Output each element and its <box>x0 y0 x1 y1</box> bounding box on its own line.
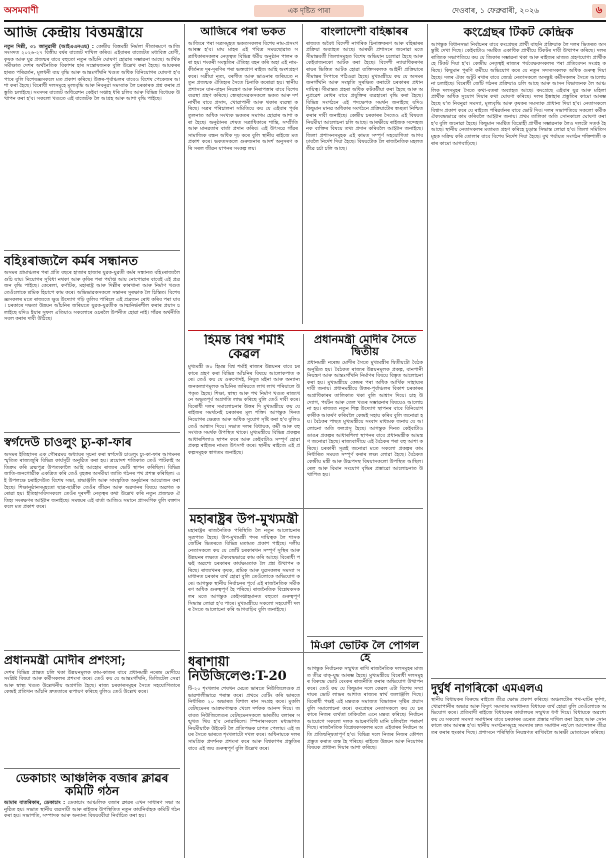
story-text: স্থানীয় বিধায়কৰ বিৰুদ্ধে ৰাইজে তীব্ৰ ক্ষোভ প্ৰকাশ কৰিছে। অঞ্চলটোৰ পথ-ঘাটৰ দুৰ্দশা, খোৱাপানীৰ অভাৱ আৰু বিদ্যুৎ সমস্যাৰ সমাধানত বিধায়ক ব্যৰ্থ হোৱা বুলি তেওঁলোকে অভিযোগ কৰে। প্ৰতিবাদী ৰাইজে বিধায়কৰ কাৰ্যালয়ৰ সন্মুখত ধৰ্ণা দিয়ে। বিধায়কে অৱশ্যে কয় যে সকলো সমস্যা সমাধানৰ বাবে চৰকাৰৰ ওচৰত প্ৰস্তাৱ দাখিল কৰা হৈছে আৰু সোনকালে কাম আৰম্ভ হ'ব। স্থানীয় সংগঠনসমূহে সমস্যাৰ দ্ৰুত সমাধান নহ'লে আন্দোলন তীব্ৰতৰ কৰাৰ হুংকাৰ দিছে। প্ৰশাসনে পৰিস্থিতি নিয়ন্ত্ৰণত ৰাখিবলৈ আৰক্ষী মোতায়েন কৰিছে। <box>431 697 606 737</box>
story-miya-vote <box>307 640 423 858</box>
story-text: অসমৰ গ্ৰামাঞ্চলৰ পৰা প্ৰতি বছৰে হাজাৰ হাজাৰ যুৱক-যুৱতী কৰ্মৰ সন্ধানত বহিঃৰাজ্যলৈ গুচি যায়। নিয়োগৰ সুবিধা নথকা আৰু কৃষিৰ পৰা পৰ্যাপ্ত আয় নোপোৱাৰ বাবেই এই প্ৰব্ৰজন বৃদ্ধি পাইছে। কেৰেলা, কৰ্ণাটক, মহাৰাষ্ট্ৰ আৰু দিল্লীৰ কাৰখানা আৰু নিৰ্মাণ খণ্ডত তেওঁলোকে শ্ৰমিক হিচাপে কাম কৰে। অভিভাৱকসকলে সন্তানৰ সুৰক্ষাক লৈ চিন্তিত। বিশেষজ্ঞসকলৰ মতে ৰাজ্যতে ক্ষুদ্ৰ উদ্যোগ গঢ়ি তুলিব পাৰিলে এই প্ৰব্ৰজন ৰোধ কৰিব পৰা যাব। চৰকাৰে দক্ষতা উন্নয়ন আঁচনিৰ জৰিয়তে যুৱক-যুৱতীক আত্মনিৰ্ভৰশীল কৰাৰ প্ৰয়াস চলাইছে যদিও ইয়াৰ সুফল এতিয়াও সকলোৰে ওচৰলৈ উপনীত হোৱা নাই। গাঁৱৰ অৰ্থনীতি সবল কৰাৰ দাবী উঠিছে। <box>4 270 180 323</box>
page-number: ৬ <box>592 4 606 18</box>
story-divider <box>4 768 180 769</box>
story-himanta <box>188 334 300 506</box>
story-sukaphaa <box>4 436 180 648</box>
story-divider <box>4 432 180 433</box>
story-body <box>307 666 423 752</box>
story-body <box>306 41 423 153</box>
story-budget <box>4 26 180 248</box>
story-body <box>4 270 180 323</box>
story-headline: স্বৰ্গদেউ চাওলুং চ্যু-কা-ফাৰ <box>4 436 132 449</box>
story-divider <box>4 650 180 651</box>
column-divider <box>303 334 304 858</box>
story-deportation <box>306 26 423 322</box>
story-body <box>431 42 606 148</box>
story-headline: মিঞা ভোটক লৈ পোগল হে <box>310 640 420 664</box>
story-text: মুখ্যমন্ত্ৰী ড০ হিমন্ত বিশ্ব শৰ্মাই ৰাজ্যৰ উন্নয়নৰ বাবে চৰকাৰে গ্ৰহণ কৰা বিভিন্ন আঁচনিৰ বিষয়ে আলোকপাত কৰে। তেওঁ কয় যে ওৰুণোদই, নিযুত মইনা আৰু অন্যান্য জনকল্যাণমূলক আঁচনিৰ জৰিয়তে লাখ লাখ পৰিয়ালে উপকৃত হৈছে। শিক্ষা, স্বাস্থ্য আৰু পথ নিৰ্মাণ খণ্ডত ৰাজ্যখনে অভূতপূৰ্ব অগ্ৰগতি লাভ কৰিছে বুলি তেওঁ দাবী কৰে। বিৰোধী দলৰ সমালোচনাৰ উত্তৰ দি মুখ্যমন্ত্ৰীয়ে কয় যে ৰাইজৰ সমৰ্থনেই চৰকাৰৰ মূল শক্তি। আগন্তুক দিনত নিয়োগৰ ক্ষেত্ৰত আৰু অধিক সুযোগ সৃষ্টি কৰা হ'ব বুলিও তেওঁ আশ্বাস দিয়ে। সভাত দলৰ বিধায়ক, কৰ্মী আৰু বহু সংখ্যক সমৰ্থক উপস্থিত থাকে। মুখ্যমন্ত্ৰীয়ে বিভিন্ন প্ৰকল্পৰ আধাৰশিলাও স্থাপন কৰে আৰু কেইবাটাও সম্পূৰ্ণ হোৱা প্ৰকল্প ৰাইজৰ নামত উৎসৰ্গা কৰে। স্থানীয় ৰাইজে এই প্ৰকল্পসমূহক স্বাগতম জনাইছে। <box>188 364 300 456</box>
story-divider <box>307 636 423 637</box>
story-dekachang-club <box>4 772 180 858</box>
story-text: দেশৰ বিভিন্ন প্ৰান্তত চলি থকা উন্নয়নমূলক কাম-কাজৰ বাবে প্ৰধানমন্ত্ৰী নৰেন্দ্ৰ মোদীয়ে সংশ্লিষ্ট বিষয়া আৰু কৰ্মীসকলৰ প্ৰশংসা কৰে। তেওঁ কয় যে আন্তঃগাঁথনি, ডিজিটেল সেৱা আৰু স্বাস্থ্য খণ্ডত উল্লেখনীয় অগ্ৰগতি হৈছে। ৰাজ্য চৰকাৰসমূহৰ সৈতে সহযোগিতাৰে কেন্দ্ৰই প্ৰতিখন আঁচনি দ্ৰুততাৰে ৰূপায়ণ কৰিছে বুলিও তেওঁ উল্লেখ কৰে। <box>4 669 180 696</box>
story-text: ৰাজ্যত অবৈধ বিদেশী নাগৰিক চিনাক্তকৰণ আৰু বহিষ্কাৰৰ প্ৰক্ৰিয়া অব্যাহত আছে। আৰক্ষী প্ৰশাসনে জনোৱা মতে সীমান্তবৰ্তী জিলাসমূহত বিশেষ অভিযান চলোৱা হৈছে আৰু কেইবাজনকো আটক কৰা হৈছে। বিদেশী ন্যায়াধিকৰণৰ ৰায়ৰ ভিত্তিত আটক হোৱা ব্যক্তিসকলক আইনী প্ৰক্ৰিয়াৰে সীমান্তৰ সিপাৰে পঠিওৱা হৈছে। মুখ্যমন্ত্ৰীয়ে কয় যে অসমৰ জনগাঁথনি আৰু সংস্কৃতি সুৰক্ষিত কৰাটো চৰকাৰৰ প্ৰধান দায়িত্ব। সীমান্তত প্ৰহৰা অধিক কটকটীয়া কৰা হৈছে আৰু অনুপ্ৰৱেশ ৰোধৰ বাবে প্ৰযুক্তিৰ ব্যৱহাৰো বৃদ্ধি কৰা হৈছে। বিভিন্ন সংগঠনে এই পদক্ষেপক সমৰ্থন জনাইছে যদিও কিছুমান মানৱ অধিকাৰ সংগঠনে প্ৰক্ৰিয়াটোৰ স্বচ্ছতা নিশ্চিত কৰাৰ দাবী জনাইছে। কেন্দ্ৰীয় চৰকাৰৰ সৈতেও এই বিষয়ত নিয়মীয়া আলোচনা চলি আছে। আৰক্ষীয়ে ৰাইজক সন্দেহজনক ব্যক্তিৰ বিষয়ে তথ্য প্ৰদান কৰিবলৈ আহ্বান জনাইছে। জিলা প্ৰশাসনসমূহক এই কামত সম্পূৰ্ণ সহযোগিতা আগবঢ়াবলৈ নিৰ্দেশ দিয়া হৈছে। বিষয়টোক লৈ ৰাজনৈতিক মহলত তীব্ৰ চৰ্চা চলি আছে। <box>306 40 423 153</box>
story-body <box>188 528 300 614</box>
story-headline: ধৰাশায়ী নিউজিলেণ্ড:T-20 <box>188 656 287 684</box>
story-lede: নতুন দিল্লী, ৩১ জানুৱাৰী (আইএএনএছ) : <box>4 43 94 50</box>
masthead <box>4 4 606 20</box>
story-text: আগন্তুক নিৰ্বাচনক সন্মুখত ৰাখি ৰাজনৈতিক দলসমূহৰ মাজত তীব্ৰ বাক্-যুদ্ধ আৰম্ভ হৈছে। মুখ্যমন্ত্ৰীয়ে বিৰোধী দলসমূহৰ বিৰুদ্ধে ভোট বেংকৰ ৰাজনীতি কৰাৰ অভিযোগ উত্থাপন কৰে। তেওঁ কয় যে কিছুমান দলে কেৱল এটা বিশেষ সম্প্ৰদায়ৰ ভোট লাভৰ আশাত ৰাজ্যৰ স্বাৰ্থ জলাঞ্জলি দিছে। বিৰোধী পক্ষই এই মন্তব্যক সমাজত বিভাজন সৃষ্টিৰ প্ৰয়াস বুলি সমালোচনা কৰে। কংগ্ৰেছৰ নেতাসকলে কয় যে চৰকাৰে নিজৰ ব্যৰ্থতা ঢাকিবলৈ এনে মন্তব্য কৰিছে। নিৰ্বাচন আয়োগে সকলো দলক আচৰণবিধি মানি চলিবলৈ পৰামৰ্শ দিছে। ৰাজনৈতিক বিশ্লেষকসকলৰ মতে এইবাৰৰ নিৰ্বাচন অতি প্ৰতিদ্বন্দ্বিতাপূৰ্ণ হ'ব। বিভিন্ন দলে নিজৰ নিজৰ কৌশল প্ৰস্তুত কৰাত ব্যস্ত হৈ পৰিছে। ৰাইজে উন্নয়ন আৰু নিয়োগৰ বিষয়ক প্ৰাধান্য দিয়াৰ আশা কৰিছে। <box>307 666 423 752</box>
story-body <box>188 364 300 456</box>
story-text: মহাৰাষ্ট্ৰৰ ৰাজনৈতিক পৰিস্থিতি লৈ নতুন আলোচনাৰ সূত্ৰপাত হৈছে। উপ-মুখ্যমন্ত্ৰী পদৰ দায়িত্বক লৈ শাসক জোঁটৰ ভিতৰতে বিভিন্ন মতামত প্ৰকাশ পাইছে। দলীয় নেতাসকলে কয় যে জোঁট চৰকাৰখন সম্পূৰ্ণ সুস্থিৰ আৰু উন্নয়নৰ লক্ষ্যত ঐক্যবদ্ধভাৱে কাম কৰি আছে। বিৰোধী পক্ষই অৱশ্যে চৰকাৰৰ কাৰ্যক্ষমতাক লৈ প্ৰশ্ন উত্থাপন কৰিছে। ৰাজ্যখনৰ কৃষক, শ্ৰমিক আৰু যুৱসকলৰ সমস্যা সমাধানত চৰকাৰ ব্যৰ্থ হোৱা বুলি তেওঁলোকে অভিযোগ কৰে। আগন্তুক স্থানীয় নিৰ্বাচনৰ পূৰ্বে এই ৰাজনৈতিক সমীকৰণ অধিক গুৰুত্বপূৰ্ণ হৈ পৰিছে। ৰাজনৈতিক বিশ্লেষকসকলৰ মতে আগন্তুক কেইসপ্তাহমানত বহুতো গুৰুত্বপূৰ্ণ সিদ্ধান্ত লোৱা হ'ব পাৰে। মুখ্যমন্ত্ৰীয়ে সকলো সহযোগী দলৰ সৈতে আলোচনা কৰি আগবাঢ়িব বুলি জনাইছে। <box>188 528 300 614</box>
story-lede: আমাৰ বাতৰিকাৰ, ডেকাচাং : <box>4 800 66 807</box>
story-pm-praise <box>4 654 180 766</box>
story-divider <box>431 678 606 679</box>
story-headline: বহিঃৰাজ্যলৈ কৰ্মৰ সন্ধানত <box>4 254 138 268</box>
story-headline: আজি কেন্দ্ৰীয় বিত্তমন্ত্ৰীয়ে <box>4 26 143 41</box>
story-text: ডেকাচাং আঞ্চলিক বজাৰ ক্লাৱৰ এখন সাধাৰণ সভা অনুষ্ঠিত হয়। সভাত স্থানীয় ব্যৱসায়ী আৰু ৰাইজৰ উপস্থিতিত নতুন কাৰ্যনিৰ্বাহক কমিটি গঠন কৰা হয়। সভাপতি, সম্পাদক আৰু অন্যান্য বিষয়ববীয়া নিৰ্বাচিত কৰা হয়। <box>4 800 180 820</box>
column-divider <box>184 24 185 858</box>
story-headline: প্ৰধানমন্ত্ৰী মোদীৰ সৈতে দ্বিতীয় <box>314 334 416 358</box>
masthead-rule <box>4 20 606 22</box>
story-text: আগন্তুক বিধানসভা নিৰ্বাচনৰ বাবে কংগ্ৰেছৰ প্ৰাৰ্থী বাছনি প্ৰক্ৰিয়াক লৈ দলৰ ভিতৰত অসন্তুষ্টি দেখা দিছে। কেইবাটাও সমষ্টিত একাধিক প্ৰাৰ্থীয়ে টিকটৰ দাবী উত্থাপন কৰিছে। দলৰ ৰাজ্যিক সভাপতিয়ে কয় যে জিকাৰ সম্ভাৱনা থকা আৰু ৰাইজৰ মাজত গ্ৰহণযোগ্য প্ৰাৰ্থীকহে টিকট দিয়া হ'ব। কেন্দ্ৰীয় নেতৃত্বই ৰাজ্যৰ পৰ্যবেক্ষকসকলৰ পৰা প্ৰতিবেদন সংগ্ৰহ কৰিছে। কিছুমান পুৰণি কৰ্মীয়ে অভিযোগ কৰে যে নতুন সদস্যসকলক অধিক গুৰুত্ব দিয়া হৈছে। দলৰ ঐক্য অটুট ৰখাৰ বাবে জ্যেষ্ঠ নেতাসকলে অসন্তুষ্ট কৰ্মীসকলৰ সৈতে আলোচনা চলাইছে। বিৰোধী জোঁট গঠনৰ প্ৰক্ৰিয়াও চলি আছে আৰু আসন বিভাজনক লৈ আঞ্চলিক দলসমূহৰ সৈতে কথা-বতৰা অব্যাহত আছে। কংগ্ৰেছে এইবাৰ যুৱ আৰু মহিলা প্ৰাৰ্থীক অধিক সুযোগ দিয়াৰ কথা ঘোষণা কৰিছে। দলৰ ইস্তাহাৰ প্ৰস্তুতিৰ কামো আৰম্ভ হৈছে য'ত নিবনুৱা সমস্যা, মূল্যবৃদ্ধি আৰু কৃষকৰ সমস্যাক প্ৰাধান্য দিয়া হ'ব। নেতাসকলে বিশ্বাস প্ৰকাশ কৰে যে ৰাইজে পৰিৱৰ্তনৰ বাবে ভোট দিব। দলৰ সভাপতিয়ে সকলো কৰ্মীক ঐক্যবদ্ধভাৱে কাম কৰিবলৈ আহ্বান জনায়। প্ৰথম তালিকা অতি সোনকালে ঘোষণা কৰা হ'ব বুলি জনোৱা হৈছে। কিছুমান সমষ্টিত বিদ্ৰোহী প্ৰাৰ্থীৰ সম্ভাৱনাক লৈও দলটো সতৰ্ক হৈ আছে। স্থানীয় নেতাসকলৰ মতামত গ্ৰহণ কৰিহে চূড়ান্ত সিদ্ধান্ত লোৱা হ'ব। জিলা সমিতিসমূহক সক্ৰিয় কৰি তোলাৰ বাবে বিশেষ নিৰ্দেশ দিয়া হৈছে। বুথ পৰ্যায়ত সংগঠন শক্তিশালী কৰাৰ কামো আগবাঢ়িছে। <box>431 41 606 147</box>
story-divider <box>188 330 423 331</box>
story-body <box>431 697 606 737</box>
story-t20 <box>188 656 300 858</box>
story-headline: কংগ্ৰেছৰ টিকট কেন্দ্ৰিক <box>463 26 574 39</box>
story-body <box>4 800 180 820</box>
story-headline: ডেকাচাং আঞ্চলিক বজাৰ ক্লাৱৰ কমিটি গঠন <box>15 772 169 798</box>
story-headline: বাংলাদেশী বহিষ্কাৰৰ <box>320 26 409 38</box>
story-headline: প্ৰধানমন্ত্ৰী মোদীৰ প্ৰশংসা; <box>4 654 126 667</box>
story-pm-meeting <box>307 334 423 634</box>
story-text: প্ৰধানমন্ত্ৰী নৰেন্দ্ৰ মোদীৰ সৈতে মুখ্যমন্ত্ৰীৰ দ্বিতীয়টো বৈঠক অনুষ্ঠিত হয়। বৈঠকত ৰাজ্যৰ উন্নয়নমূলক প্ৰকল্প, বানপানী নিয়ন্ত্ৰণ আৰু আন্তঃগাঁথনি নিৰ্মাণৰ বিষয়ে বিস্তৃত আলোচনা কৰা হয়। মুখ্যমন্ত্ৰীয়ে কেন্দ্ৰৰ পৰা অধিক আৰ্থিক সাহায্যৰ দাবী জনায়। প্ৰধানমন্ত্ৰীয়ে উত্তৰ-পূৰ্বাঞ্চলৰ বিকাশ চৰকাৰৰ অগ্ৰাধিকাৰৰ তালিকাত থকা বুলি আশ্বাস দিয়ে। চাহ উদ্যোগ, পৰ্যটন আৰু তেল খণ্ডৰ সম্ভাৱনাৰ বিষয়েও আলোচনা হয়। ৰাজ্যত নতুন শিল্প উদ্যোগ স্থাপনৰ বাবে বিনিয়োগকাৰীক আকৰ্ষণ কৰিবলৈ কেন্দ্ৰই সহায় কৰিব বুলি জনোৱা হয়। বৈঠকৰ পাছত মুখ্যমন্ত্ৰীয়ে সংবাদ মাধ্যমক জনায় যে আলোচনা অতি ফলপ্ৰসূ হৈছে। আগন্তুক দিনত কেইবাটাও ডাঙৰ প্ৰকল্পৰ আধাৰশিলা স্থাপনৰ বাবে প্ৰধানমন্ত্ৰীক আমন্ত্ৰণ জনোৱা হৈছে। ৰাজ্যবাসীয়ে এই বৈঠকৰ পৰা বহু আশা কৰিছে। চৰকাৰী সূত্ৰই জনোৱা মতে সকলো প্ৰকল্পৰ কাম নিৰ্ধাৰিত সময়ত সম্পূৰ্ণ কৰাৰ লক্ষ্য লোৱা হৈছে। বৈঠকত কেন্দ্ৰীয় মন্ত্ৰী আৰু উচ্চপদস্থ বিষয়াসকলো উপস্থিত আছিল। ৰেল আৰু বিমান সংযোগ বৃদ্ধিৰ প্ৰস্তাৱো আলোচনাত উত্থাপিত হয়। <box>307 360 423 479</box>
story-headline: হিমন্ত বিশ্ব শৰ্মাই কেৱল <box>204 334 284 362</box>
story-body <box>4 452 180 511</box>
story-bhakat <box>188 26 298 322</box>
story-text: আজিৰে পৰা সত্ৰসমূহত ভকতসকলৰ বিশেষ নাম-প্ৰসংগ আৰম্ভ হ'ব। মাঘ মাহৰ এই পবিত্ৰ সময়ছোৱাত সত্ৰাধিকাৰসকলৰ নেতৃত্বত বিভিন্ন ধৰ্মীয় অনুষ্ঠান পালন কৰা হয়। শংকৰী সংস্কৃতিৰ ঐতিহ্য বহন কৰি অহা এই নাম-কীৰ্তনত দূৰ-দূৰণিৰ পৰা ভক্তপ্ৰাণ ৰাইজ আহি অংশগ্ৰহণ কৰে। সত্ৰীয়া নৃত্য, বৰগীত আৰু ভাওনাৰ জৰিয়তে নতুন প্ৰজন্মক ঐতিহ্যৰ সৈতে চিনাকি কৰোৱা হয়। স্থানীয় প্ৰশাসনে যান-বাহন নিয়ন্ত্ৰণ আৰু নিৰাপত্তাৰ বাবে বিশেষ ব্যৱস্থা গ্ৰহণ কৰিছে। স্বেচ্ছাসেৱকসকলে ভকত আৰু দৰ্শনাৰ্থীৰ বাবে প্ৰসাদ, খোৱাপানী আৰু থকাৰ ব্যৱস্থা কৰিছে। সত্ৰৰ পৰিচালনা সমিতিয়ে কয় যে এইবাৰ পূৰ্বৰ তুলনাত অধিক সংখ্যক ভকতৰ সমাগম হোৱাৰ আশা কৰা হৈছে। অনুষ্ঠানৰ শেষত সত্ৰাধিকাৰে শান্তি, সম্প্ৰীতি আৰু মানৱতাৰ বাৰ্তা প্ৰদান কৰিব। এই উৎসৱে গাঁৱৰ সামাজিক বন্ধন অধিক দৃঢ় কৰে বুলি স্থানীয় ৰাইজে মত প্ৰকাশ কৰে। ভকতসকলে গুৰুজনাৰ আদৰ্শ অনুসৰণ কৰি সৰল জীৱন যাপনৰ সংকল্প লয়। <box>188 40 298 153</box>
story-body <box>307 360 423 479</box>
story-body <box>4 670 180 696</box>
story-maharashtra <box>188 512 300 650</box>
section-tag: এক দৃষ্টিত পাৰা <box>254 5 364 17</box>
dateline: দেওবাৰ, ১ ফেব্ৰুৱাৰী, ২০২৬ <box>452 6 540 15</box>
story-headline: দুৰ্ঘ্বৰ্ধ নাগৰিকো এমএলএ <box>431 682 544 695</box>
newspaper-logo: অসমবাণী <box>4 6 39 16</box>
story-body <box>188 686 300 752</box>
story-headline: আজিৰে পৰা ভকত <box>200 26 286 38</box>
story-text: টি-২০ শৃংখলাৰ শেষখন মেচত ভাৰতে নিউজিলেণ্ডক প্ৰভাৱশালীভাৱে পৰাস্ত কৰে। প্ৰথমে বেটিং কৰি ভাৰতে নিৰ্ধাৰিত ২০ অভাৰত বিশাল ৰান সংগ্ৰহ কৰে। মুকলি বেটছমেনৰ আক্ৰমণাত্মক খেলে দৰ্শকক আনন্দ দিয়ে। জবাবত নিউজিলেণ্ডৰ বেটছমেনসকলে ভাৰতীয় বলাৰৰ সন্মুখত থিয় হ'ব নোৱাৰিলে। স্পিনাৰসকলে মধ্যভাগত নিয়মীয়াকৈ উইকেট লৈ প্ৰতিপক্ষক চাপত পেলায়। এই জয়ৰ সৈতে ভাৰতে শৃংখলাটো দখল কৰে। অধিনায়কে দলৰ সামগ্ৰিক প্ৰদৰ্শনক প্ৰশংসা কৰে আৰু বিশ্বকাপৰ প্ৰস্তুতিৰ বাবে এই জয় গুৰুত্বপূৰ্ণ বুলি উল্লেখ কৰে। <box>188 686 300 752</box>
story-congress-ticket <box>431 26 606 676</box>
story-divider <box>4 250 180 251</box>
story-headline: মহাৰাষ্ট্ৰৰ উপ-মুখ্যমন্ত্ৰী <box>189 512 299 526</box>
column-divider <box>302 24 303 324</box>
story-body <box>4 44 180 103</box>
column-divider <box>427 24 428 858</box>
story-mla <box>431 682 606 858</box>
story-text: অসমৰ ইতিহাসৰ এক গৌৰৱময় অধ্যায়ৰ সূচনা কৰা স্বৰ্গদেউ চাওলুং চ্যু-কা-ফাৰ আগমনৰ স্মৃতিত ৰাজ্যজুৰি বিভিন্ন কাৰ্যসূচী অনুষ্ঠিত কৰা হয়। ত্ৰয়োদশ শতিকাত তেওঁ পাটকাই অতিক্ৰম কৰি ব্ৰহ্মপুত্ৰ উপত্যকালৈ আহি আহোম ৰাজ্যৰ ভেটি স্থাপন কৰিছিল। বিভিন্ন জাতি-জনগোষ্ঠীক একত্ৰিত কৰি তেওঁ বৃহত্তৰ অসমীয়া জাতি গঠনৰ পথ প্ৰশস্ত কৰিছিল। এই উপলক্ষে চৰাইদেউত বিশেষ সভা, শ্ৰদ্ধাঞ্জলি আৰু সাংস্কৃতিক অনুষ্ঠানৰ আয়োজন কৰা হৈছে। শিক্ষানুষ্ঠানসমূহতো ছাত্ৰ-ছাত্ৰীক তেওঁৰ জীৱন আৰু অৱদানৰ বিষয়ে অৱগত কৰোৱা হয়। ইতিহাসবিদসকলে তেওঁৰ দূৰদৰ্শী নেতৃত্বৰ কথা উল্লেখ কৰি নতুন প্ৰজন্মক ঐতিহ্য সংৰক্ষণৰ আহ্বান জনাইছে। সমন্বয়ৰ এই বাৰ্তা আজিও সমানে প্ৰাসংগিক বুলি বক্তাসকলে মত প্ৰকাশ কৰে। <box>4 451 180 511</box>
story-migration <box>4 254 180 430</box>
story-text: কেন্দ্ৰীয় বিত্তমন্ত্ৰী নিৰ্মলা সীতাৰমণে আজি সংসদত ২০২৬-২৭ বিত্তীয় বৰ্ষৰ বাজেট দাখিল কৰিব। এইবাৰৰ বাজেটত মধ্যবিত্ত শ্ৰেণী, কৃষক আৰু যুৱ প্ৰজন্মৰ বাবে বহুতো নতুন আঁচনি ঘোষণা হোৱাৰ সম্ভাৱনা আছে। আৰ্থিক সমীক্ষাত দেশৰ অৰ্থনৈতিক বিকাশৰ হাৰ সন্তোষজনক বুলি উল্লেখ কৰা হৈছে। আয়কৰৰ হাৰত পৰিৱৰ্তন, মূলধনী ব্যয় বৃদ্ধি আৰু আন্তঃগাঁথনি খণ্ডত অধিক বিনিয়োগৰ ঘোষণা হ'ব পাৰে বুলি বিশেষজ্ঞসকলে মত প্ৰকাশ কৰিছে। উত্তৰ-পূৰ্বাঞ্চলৰ বাবেও বিশেষ পেকেজৰ আশা কৰা হৈছে। বিৰোধী দলসমূহে মূল্যবৃদ্ধি আৰু নিবনুৱা সমস্যাক লৈ চৰকাৰক প্ৰশ্ন কৰাৰ প্ৰস্তুতি চলাইছে। সংসদৰ বাজেট অধিৱেশন কেইবা সপ্তাহ ধৰি চলিব আৰু বিভিন্ন বিধেয়ক উত্থাপন কৰা হ'ব। সকলো খণ্ডতে এই বাজেটক লৈ আগ্ৰহ আৰু আশা বৃদ্ধি পাইছে। <box>4 43 180 103</box>
story-body <box>188 41 298 153</box>
